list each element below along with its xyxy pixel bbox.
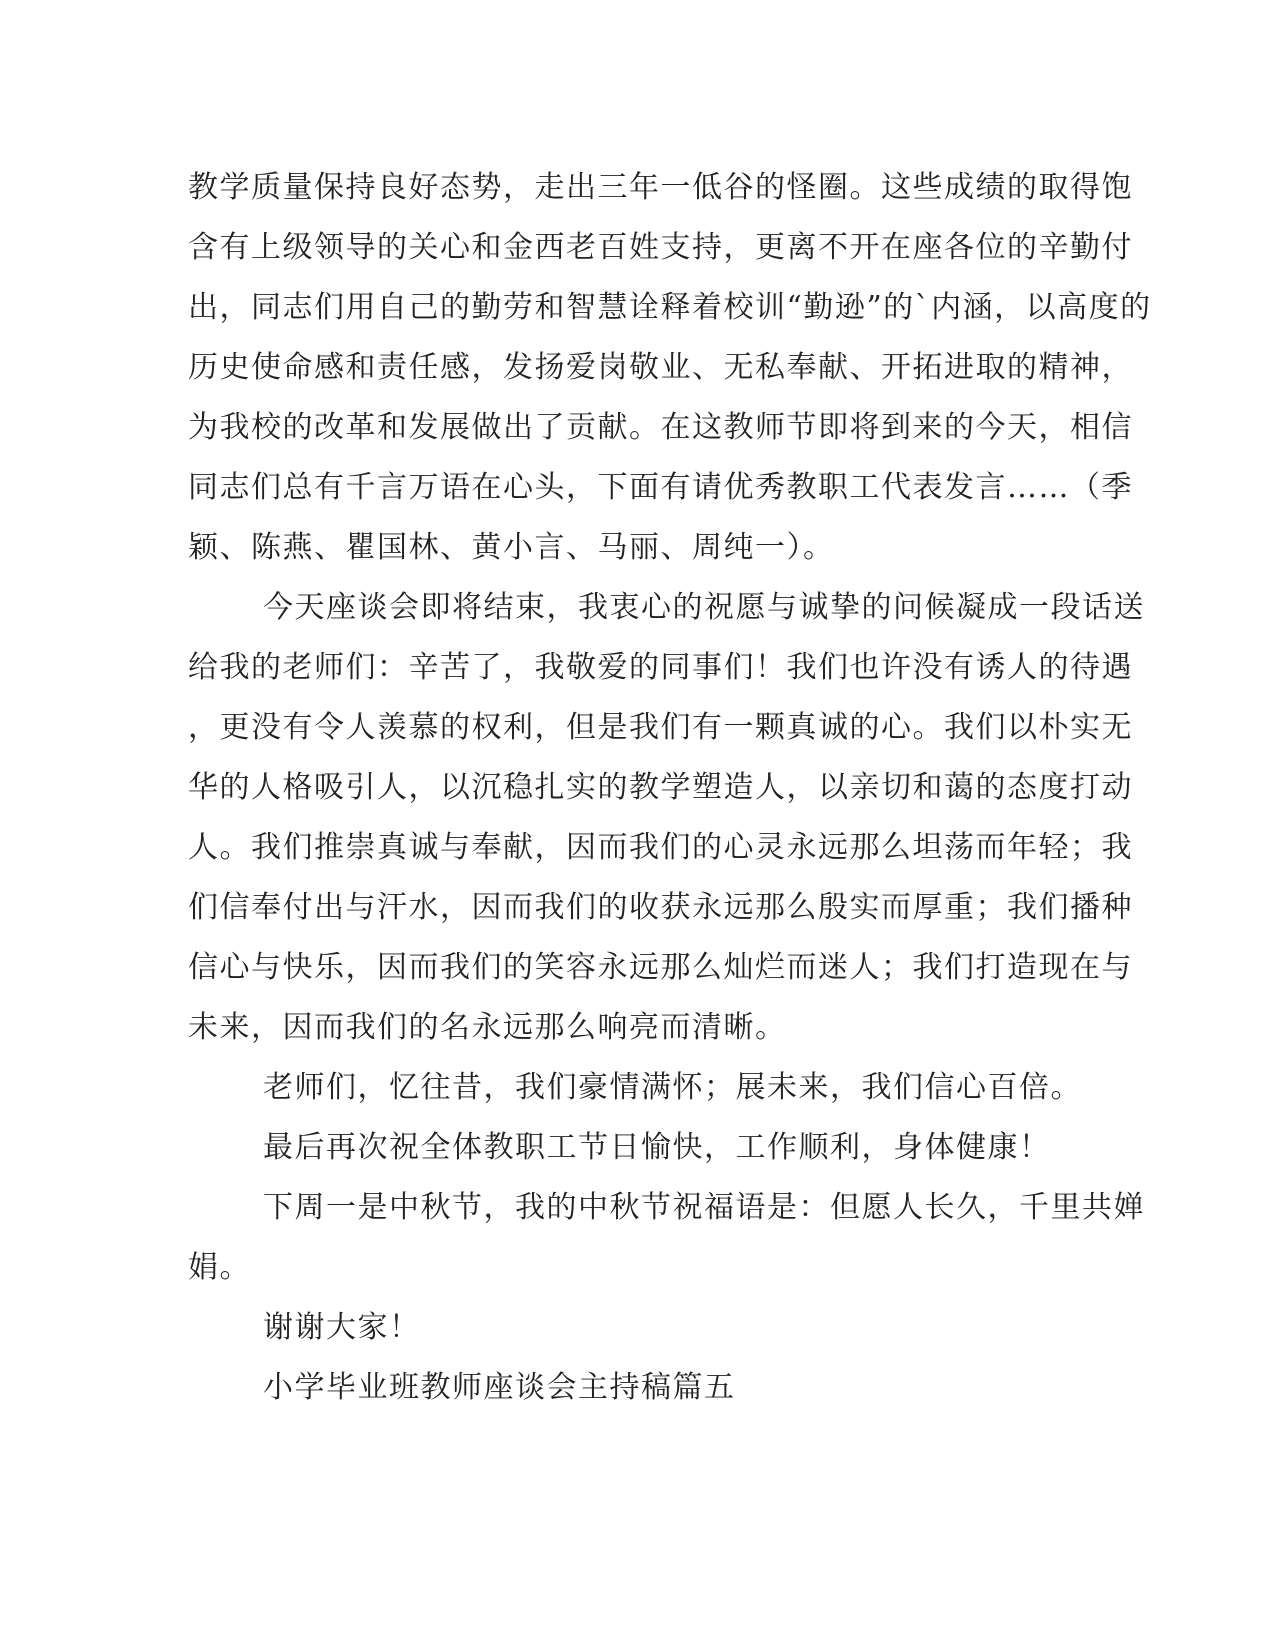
text-line: 小学毕业班教师座谈会主持稿篇五: [263, 1370, 736, 1405]
text-line: 最后再次祝全体教职工节日愉快，工作顺利，身体健康！: [263, 1130, 1051, 1165]
text-line: ，更没有令人羡慕的权利，但是我们有一颗真诚的心。我们以朴实无: [188, 710, 1133, 745]
text-line: 老师们，忆往昔，我们豪情满怀；展未来，我们信心百倍。: [263, 1070, 1082, 1105]
text-line: 娟。: [188, 1250, 251, 1285]
text-line: 谢谢大家！: [263, 1310, 421, 1345]
text-line: 历史使命感和责任感，发扬爱岗敬业、无私奉献、开拓进取的精神，: [188, 350, 1133, 385]
text-line: 同志们总有千言万语在心头，下面有请优秀教职工代表发言……（季: [188, 470, 1133, 505]
text-line: 今天座谈会即将结束，我衷心的祝愿与诚挚的问候凝成一段话送: [263, 590, 1145, 625]
text-line: 华的人格吸引人，以沉稳扎实的教学塑造人，以亲切和蔼的态度打动: [188, 770, 1133, 805]
text-line: 人。我们推崇真诚与奉献，因而我们的心灵永远那么坦荡而年轻；我: [188, 830, 1133, 865]
text-line: 们信奉付出与汗水，因而我们的收获永远那么殷实而厚重；我们播种: [188, 890, 1133, 925]
text-line: 颖、陈燕、瞿国林、黄小言、马丽、周纯一）。: [188, 530, 835, 565]
text-line: 为我校的改革和发展做出了贡献。在这教师节即将到来的今天，相信: [188, 410, 1133, 445]
text-line: 未来，因而我们的名永远那么响亮而清晰。: [188, 1010, 787, 1045]
text-line: 出，同志们用自己的勤劳和智慧诠释着校训“勤逊”的`内涵，以高度的: [188, 290, 1152, 325]
text-line: 下周一是中秋节，我的中秋节祝福语是：但愿人长久，千里共婵: [263, 1190, 1145, 1225]
document-body: [188, 158, 1152, 1418]
text-line: 给我的老师们：辛苦了，我敬爱的同事们！我们也许没有诱人的待遇: [188, 650, 1133, 685]
text-line: 信心与快乐，因而我们的笑容永远那么灿烂而迷人；我们打造现在与: [188, 950, 1133, 985]
text-line: 含有上级领导的关心和金西老百姓支持，更离不开在座各位的辛勤付: [188, 230, 1133, 265]
text-line: 教学质量保持良好态势，走出三年一低谷的怪圈。这些成绩的取得饱: [188, 170, 1133, 205]
